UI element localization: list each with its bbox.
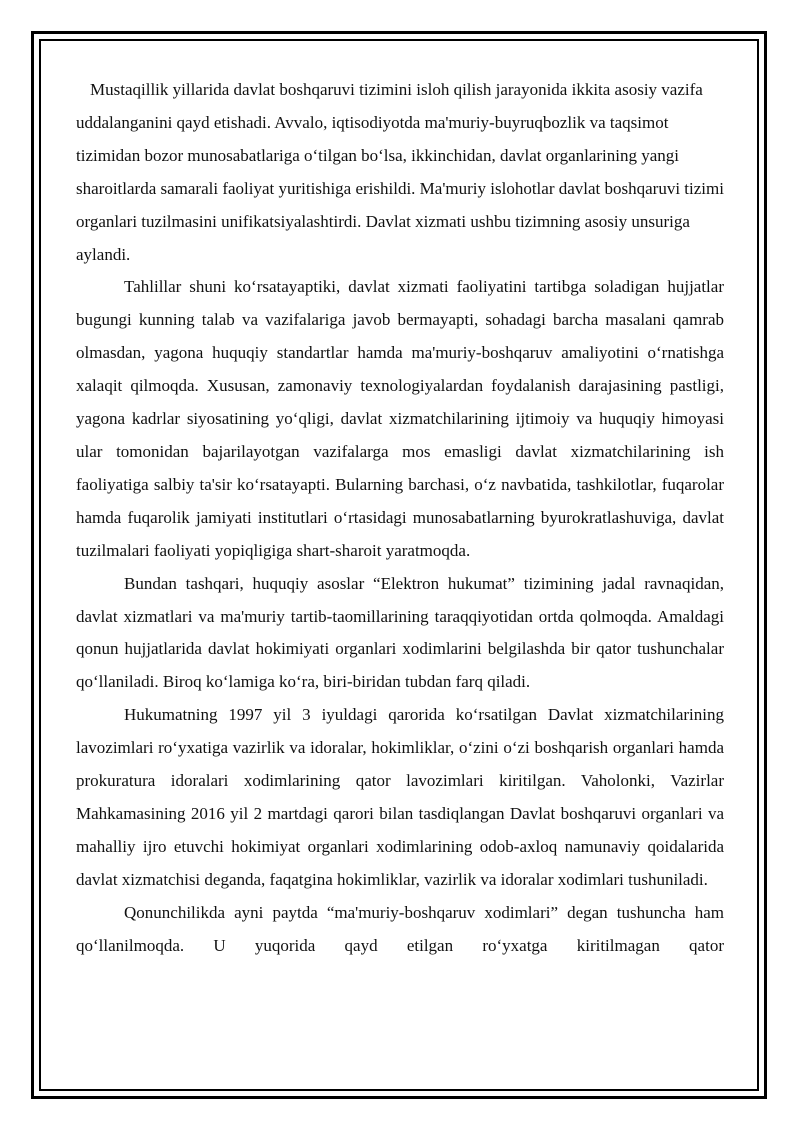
document-body <box>76 74 724 962</box>
paragraph-5: Qonunchilikda ayni paytda “ma'muriy-boshqaruv xodimlari” degan tushuncha ham qo‘llanilmoqda. U yuqorida qayd etilgan ro‘yxatga kiritilmagan qator <box>76 902 724 955</box>
paragraph-1: Mustaqillik yillarida davlat boshqaruvi tizimini isloh qilish jarayonida ikkita asosiy vazifa uddalanganini qayd etishadi. Avvalo, iqtisodiyotda ma'muriy-buyruqbozlik va taqsimot tizimidan bozor munosabatlariga o‘tilgan bo‘lsa, ikkinchidan, davlat organlarining yangi sharoitlarda samarali faoliyat yuritishiga erishildi. Ma'muriy islohotlar davlat boshqaruvi tizimi organlari tuzilmasini unifikatsiyalashtirdi. Davlat xizmati ushbu tizimning asosiy unsuriga aylandi. <box>76 80 724 264</box>
paragraph-2: Tahlillar shuni ko‘rsatayaptiki, davlat xizmati faoliyatini tartibga soladigan hujjatlar bugungi kunning talab va vazifalariga javob bermayapti, sohadagi barcha masalani qamrab olmasdan, yagona huquqiy standartlar hamda ma'muriy-boshqaruv amaliyotini o‘rnatishga xalaqit qilmoqda. Xususan, zamonaviy texnologiyalardan foydalanish darajasining pastligi, yagona kadrlar siyosatining yo‘qligi, davlat xizmatchilarining ijtimoiy va huquqiy himoyasi ular tomonidan bajarilayotgan vazifalarga mos emasligi davlat xizmatchilarining ish faoliyatiga salbiy ta'sir ko‘rsatayapti. Bularning barchasi, o‘z navbatida, tashkilotlar, fuqarolar hamda fuqarolik jamiyati institutlari o‘rtasidagi munosabatlarning byurokratlashuviga, davlat tuzilmalari faoliyati yopiqligiga shart-sharoit yaratmoqda. <box>76 277 724 560</box>
paragraph-4: Hukumatning 1997 yil 3 iyuldagi qarorida ko‘rsatilgan Davlat xizmatchilarining lavozimlari ro‘yxatiga vazirlik va idoralar, hokimliklar, o‘zini o‘zi boshqarish organlari hamda prokuratura idoralari xodimlarining qator lavozimlari kiritilgan. Vaholonki, Vazirlar Mahkamasining 2016 yil 2 martdagi qarori bilan tasdiqlangan Davlat boshqaruvi organlari va mahalliy ijro etuvchi hokimiyat organlari xodimlarining odob-axloq namunaviy qoidalarida davlat xizmatchisi deganda, faqatgina hokimliklar, vazirlik va idoralar xodimlari tushuniladi. <box>76 705 724 889</box>
paragraph-3: Bundan tashqari, huquqiy asoslar “Elektron hukumat” tizimining jadal ravnaqidan, davlat xizmatlari va ma'muriy tartib-taomillarining taraqqiyotidan ortda qolmoqda. Amaldagi qonun hujjatlarida davlat hokimiyati organlari xodimlarini belgilashda bir qator tushunchalar qo‘llaniladi. Biroq ko‘lamiga ko‘ra, biri-biridan tubdan farq qiladi. <box>76 573 724 692</box>
